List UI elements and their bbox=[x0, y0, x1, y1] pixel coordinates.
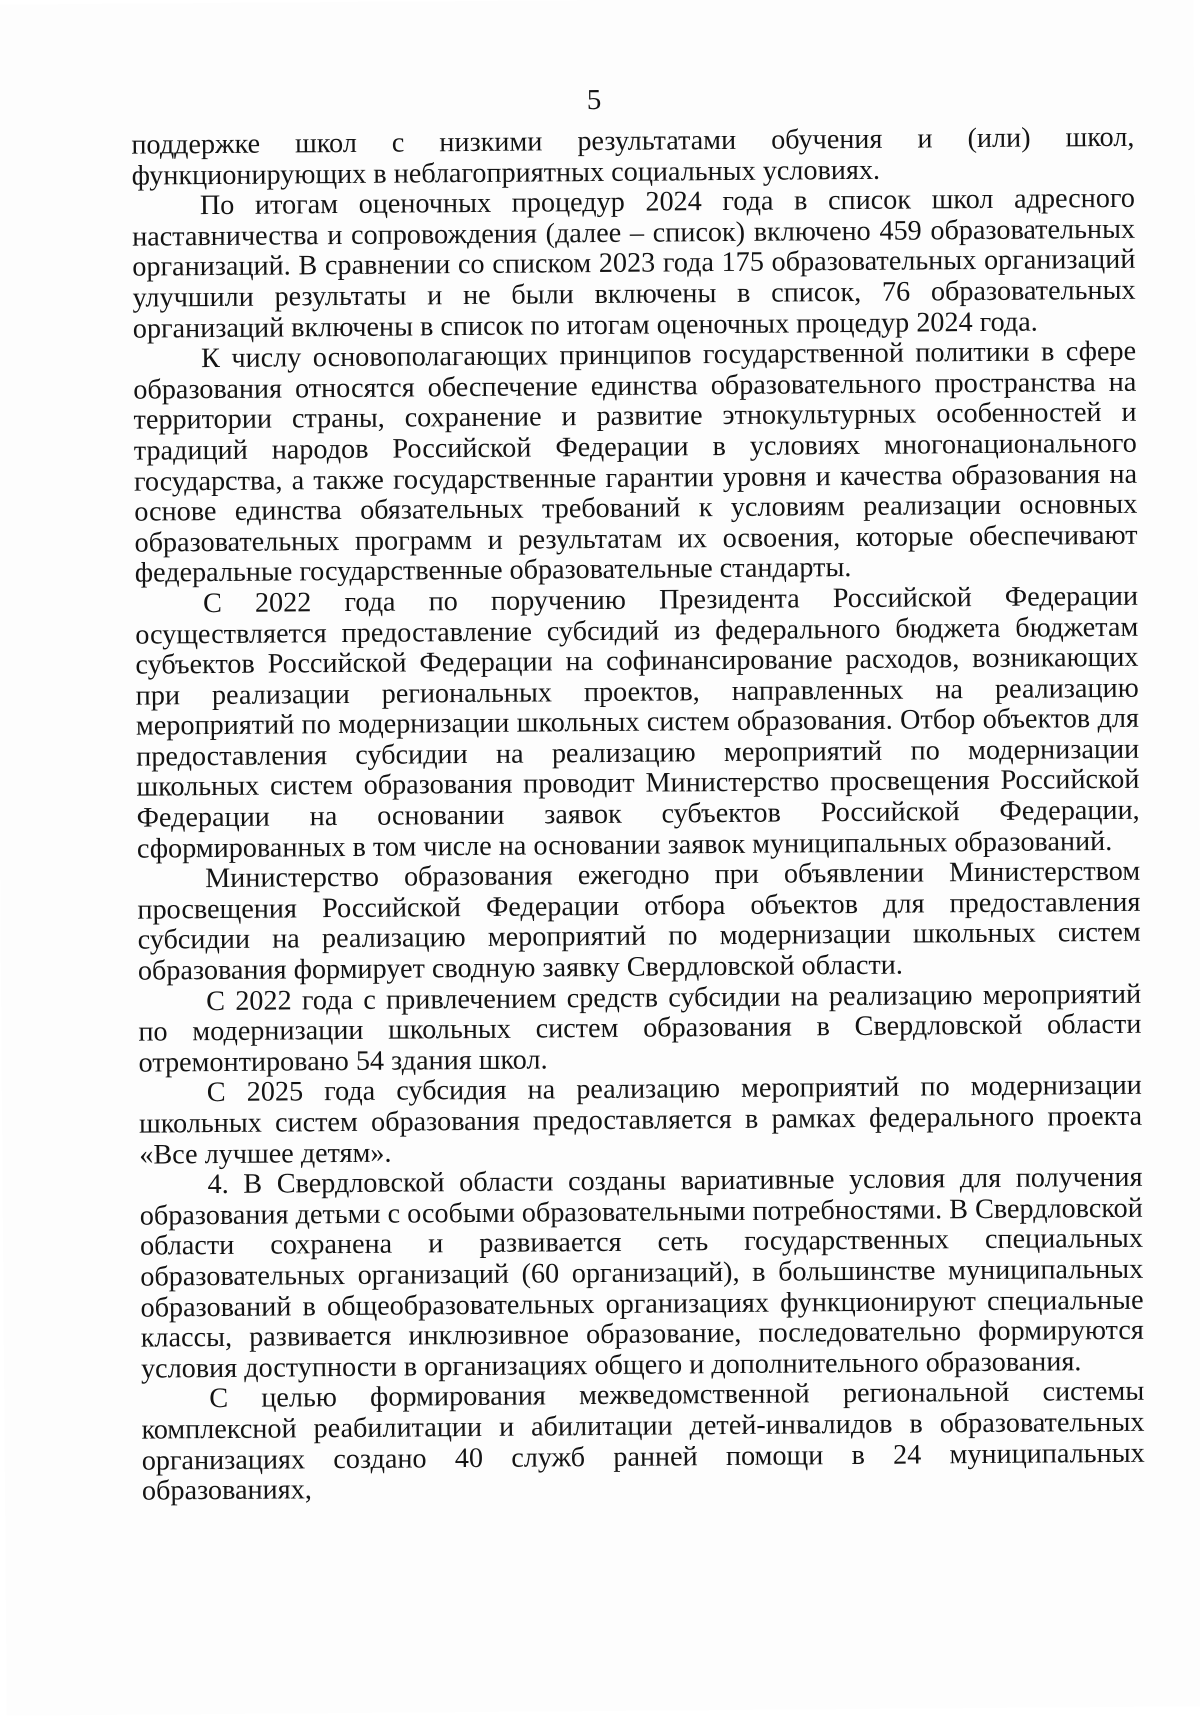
paragraph-assessment-results: По итогам оценочных процедур 2024 года в список школ адресного наставничества и сопровождения (далее – список) включено 459 образовательных организаций. В сравнении со списком 2023 года 175 образовательных организаций улучшили результаты и не были включены в список, 76 образовательных организаций включены в список по итогам оценочных процедур 2024 года. bbox=[132, 182, 1136, 345]
page-number: 5 bbox=[586, 83, 602, 117]
paragraph-early-help-services: С целью формирования межведомственной региональной системы комплексной реабилитации и абилитации детей-инвалидов в образовательных организациях создано 40 служб ранней помощи в 24 муниципальных образованиях, bbox=[141, 1376, 1145, 1507]
paragraph-federal-subsidies: С 2022 года по поручению Президента Российской Федерации осуществляется предоставление субсидий из федерального бюджета бюджетам субъектов Российской Федерации на софинансирование расходов, возникающих при реализации региональных проектов, направленных на реализацию мероприятий по модернизации школьных систем образования. Отбор объектов для предоставления субсидии на реализацию мероприятий по модернизации школьных систем образования проводит Министерство просвещения Российской Федерации на основании заявок субъектов Российской Федерации, сформированных в том числе на основании заявок муниципальных образований. bbox=[135, 580, 1140, 865]
document-body bbox=[131, 123, 1145, 1508]
paragraph-special-needs-education: 4. В Свердловской области созданы вариативные условия для получения образования детьми с особыми образовательными потребностями. В Свердловской области сохранена и развивается сеть государственных специальных образовательных организаций (60 организаций), в большинстве муниципальных образований в общеобразовательных организациях функционируют специальные классы, развивается инклюзивное образование, последовательно формируются условия доступности в организациях общего и дополнительного образования. bbox=[139, 1161, 1144, 1385]
paragraph-renovated-schools: С 2022 года с привлечением средств субсидии на реализацию мероприятий по модернизации школьных систем образования в Свердловской области отремонтировано 54 здания школ. bbox=[138, 978, 1142, 1079]
paragraph-ministry-application: Министерство образования ежегодно при объявлении Министерством просвещения Российской Федерации отбора объектов для предоставления субсидии на реализацию мероприятий по модернизации школьных систем образования формирует сводную заявку Свердловской области. bbox=[137, 856, 1141, 987]
paragraph-policy-principles: К числу основополагающих принципов государственной политики в сфере образования относятся обеспечение единства образовательного пространства на территории страны, сохранение и развитие этнокультурных особенностей и традиций народов Российской Федерации в условиях многонационального государства, а также государственные гарантии уровня и качества образования на основе единства обязательных требований к условиям реализации основных образовательных программ и результатам их освоения, которые обеспечивают федеральные государственные образовательные стандарты. bbox=[133, 335, 1138, 589]
paragraph-continuation: поддержке школ с низкими результатами обучения и (или) школ, функционирующих в неблагоприятных социальных условиях. bbox=[131, 121, 1135, 192]
paragraph-2025-subsidy: С 2025 года субсидия на реализацию мероприятий по модернизации школьных систем образования предоставляется в рамках федерального проекта «Все лучшее детям». bbox=[138, 1070, 1143, 1171]
